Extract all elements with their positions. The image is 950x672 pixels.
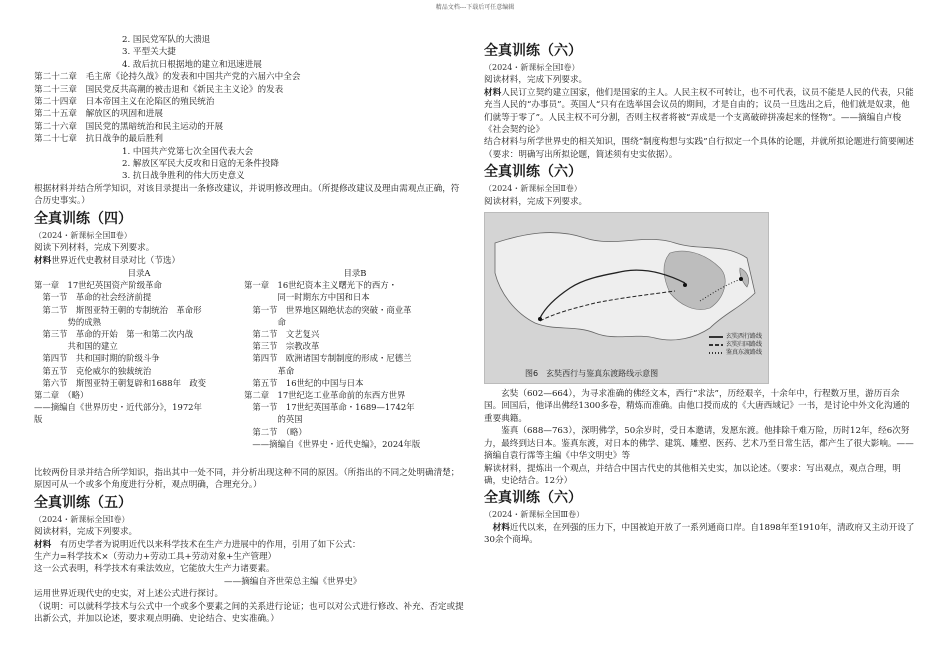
exam-source: （2024・新课标全国Ⅰ卷） [484,63,580,72]
material-paragraph: 鉴真（688—763），深明佛学，50余岁时，受日本邀请，发愿东渡。他排除千难万险，历时12年，经6次努力，最终到达日本。鉴真东渡，对日本的佛学、建筑、雕塑、医药、艺术乃至日常生活，都产生了很大影响。——摘编自袁行霈等主编《中华文明史》等 [484,426,914,462]
toc-line: 第二十五章 解放区的巩固和进展 [34,109,163,120]
section-title: 全真训练（五） [34,494,132,511]
question-prompt: 结合材料与所学世界史的相关知识，围绕“制度构想与实践”自行拟定一个具体的论题，并就所拟论题进行简要阐述（要求：明确写出所拟论题，简述须有史实依据）。 [484,137,914,160]
catalog-a-line: 势的成熟 [34,316,101,327]
catalog-b-line: 的英国 [244,414,303,425]
catalog-a-line: 第六节 斯图亚特王朝复辟和1688年 政变 [34,377,207,388]
exam-source: （2024・新课标全国Ⅰ卷） [34,514,130,524]
page-header: 精品文档---下载后可任意编辑 [435,4,515,11]
section-title: 全真训练（六） [484,490,582,507]
catalog-a-line: 第二章 （略） [34,389,89,400]
toc-line: 3. 抗日战争胜利的伟大历史意义 [122,171,245,182]
legend-swatch [709,344,723,346]
catalog-b-line: 第五节 16世纪的中国与日本 [244,377,364,388]
toc-line: 4. 敌后抗日根据地的建立和迅速进展 [122,59,262,70]
exam-source: （2024・新课标全国Ⅱ卷） [34,230,132,240]
citation: ——摘编自齐世荣总主编《世界史》 [224,576,362,587]
instruction: 阅读下列材料，完成下列要求。 [34,243,155,254]
catalog-a-line: ——摘编自《世界历史・近代部分》，1972年 [34,402,202,413]
instruction: 阅读材料，完成下列要求。 [484,196,588,207]
instruction: 阅读材料，完成下列要求。 [484,75,588,86]
catalog-b-line: 第三节 宗教改革 [244,341,320,352]
catalog-a-line: 第五节 克伦威尔的独裁统治 [34,365,152,376]
material-text: 材料人民订立契约建立国家，他们是国家的主人。人民主权不可转让，也不可代表，议员不能是人民的代表，只能充当人民的“办事员”。英国人“只有在选举国会议员的期间，才是自由的；议员一旦选出之后，他们就是奴隶，他们就等于零了”。人民主权不可分割，否则主权者将被“弄成是一个支离破碎拼凑起来的怪物”。——摘编自卢梭《社会契约论》 [484,87,914,136]
question-prompt: 运用世界近现代史的史实，对上述公式进行探讨。 [34,589,224,600]
legend-swatch [709,352,723,354]
material-label: 材料 [34,255,52,266]
material-header [34,255,466,267]
toc-line: 第二十三章 国民党反共高潮的被击退和《新民主主义论》的发表 [34,84,284,95]
catalog-b-line: 命 [244,316,286,327]
catalog-a-line: 第二节 斯图亚特王朝的专制统治 革命形 [34,304,202,315]
toc-line: 1. 中国共产党第七次全国代表大会 [122,146,254,157]
material-title: 世界近代史教材目录对比（节选） [51,255,181,266]
catalog-comparison [34,267,466,467]
catalog-b-line: 第二节 文艺复兴 [244,328,320,339]
material-label: 材料 [34,539,52,550]
catalog-a-line: 第三节 革命的开始 第一和第二次内战 [34,328,194,339]
question-prompt: 解读材料，提炼出一个观点，并结合中国古代史的其他相关史实，加以论述。（要求：写出观点，观点合理，明确，史论结合。12分） [484,463,901,486]
toc-line: 2. 国民党军队的大溃退 [122,35,211,45]
catalog-a-title: 目录A [127,267,151,278]
catalog-b-line: 第一节 世界地区隔绝状态的突破・商业革 [244,304,412,315]
left-column [34,34,466,625]
catalog-b-line: ——摘编自《世界史・近代史编》，2024年版 [244,438,421,449]
legend-item: 鉴真东渡路线 [709,349,762,357]
instruction: 阅读材料，完成下列要求。 [34,527,138,538]
catalog-b [244,267,466,450]
section-title: 全真训练（四） [34,210,132,227]
question-prompt: 根据材料并结合所学知识，对该目录提出一条修改建议，并说明修改理由。（所提修改建议及理由需观点正确，符合历史事实。） [34,183,460,207]
material-text: 材料近代以来，在列强的压力下，中国被迫开放了一系列通商口岸。自1898年至1910年，清政府又主动开设了30余个商埠。 [484,522,915,546]
catalog-a [34,267,244,426]
catalog-b-line: 同一时期东方中国和日本 [244,292,370,303]
toc-line: 第二十七章 抗日战争的最后胜利 [34,134,163,145]
formula: 生产力=科学技术×（劳动力+劳动工具+劳动对象+生产管理） [34,551,277,562]
toc-line: 第二十二章 毛主席《论持久战》的发表和中国共产党的六届六中全会 [34,72,301,83]
catalog-b-line: 第二节 （略） [244,426,307,437]
catalog-a-line: 版 [34,414,43,425]
formula-note: 这一公式表明，科学技术有乘法效应，它能放大生产力诸要素。 [34,564,275,575]
legend-item: 玄奘西行路线 [709,333,762,341]
material-label: 材料 [492,522,510,533]
exam-source: （2024・新课标全国Ⅲ卷） [484,510,585,520]
right-column [484,40,916,547]
toc-line: 第二十六章 国民党的黑暗统治和民主运动的开展 [34,121,224,132]
legend-item: 玄奘归国路线 [709,341,762,349]
catalog-b-line: 革命 [244,365,295,376]
catalog-a-line: 第四节 共和国时期的阶级斗争 [34,353,160,364]
catalog-b-line: 第一节 17世纪英国革命・1689—1742年 [244,402,415,413]
catalog-b-line: 第四节 欧洲诸国专制制度的形成・尼德兰 [244,353,412,364]
catalog-a-line: 共和国的建立 [34,341,118,352]
material-label: 材料 [484,87,502,98]
catalog-a-line: 第一章 17世纪英国资产阶级革命 [34,280,162,291]
section-title: 全真训练（六） [484,43,582,59]
catalog-b-title: 目录B [343,267,367,278]
catalog-a-line: 第一节 革命的社会经济前提 [34,292,152,303]
question-note: （说明：可以就科学技术与公式中一个或多个要素之间的关系进行论证；也可以对公式进行修改、补充、否定或提出新公式，并加以论述，要求观点明确、史论结合、史实准确。） [34,601,464,624]
toc-line: 2. 解放区军民大反攻和日寇的无条件投降 [122,159,280,170]
section-title: 全真训练（六） [484,164,582,181]
toc-line: 第二十四章 日本帝国主义在沦陷区的殖民统治 [34,97,215,108]
table-of-contents [34,34,466,183]
exam-source: （2024・新课标全国Ⅱ卷） [484,184,582,194]
material-text: 材料 有历史学者为说明近代以来科学技术在生产力进展中的作用，引用了如下公式： [34,539,361,550]
route-map-figure [484,212,769,384]
toc-line: 3. 平型关大捷 [122,47,176,58]
route-map [485,213,768,383]
map-legend [709,333,762,357]
catalog-b-line: 第一章 16世纪资本主义曙光下的西方・ [244,280,398,291]
question-prompt: 比较两份目录并结合所学知识，指出其中一处不同，并分析出现这种不同的原因。（所指出的不同之处明确清楚；原因可从一个或多个角度进行分析，观点明确，合理充分。） [34,467,460,491]
map-caption: 图6 玄奘西行与鉴真东渡路线示意图 [525,368,659,378]
catalog-b-line: 第二章 17世纪迄工业革命前的东西方世界 [244,389,406,400]
material-paragraph: 玄奘（602—664），为寻求准确的佛经文本，西行“求法”，历经艰辛，十余年中，行程数万里，游历百余国。回国后，他译出佛经1300多卷，精炼而准确。由他口授而成的《大唐西域记》一书，是讨论中外文化沟通的重要典籍。 [484,389,910,424]
legend-swatch [709,336,723,338]
